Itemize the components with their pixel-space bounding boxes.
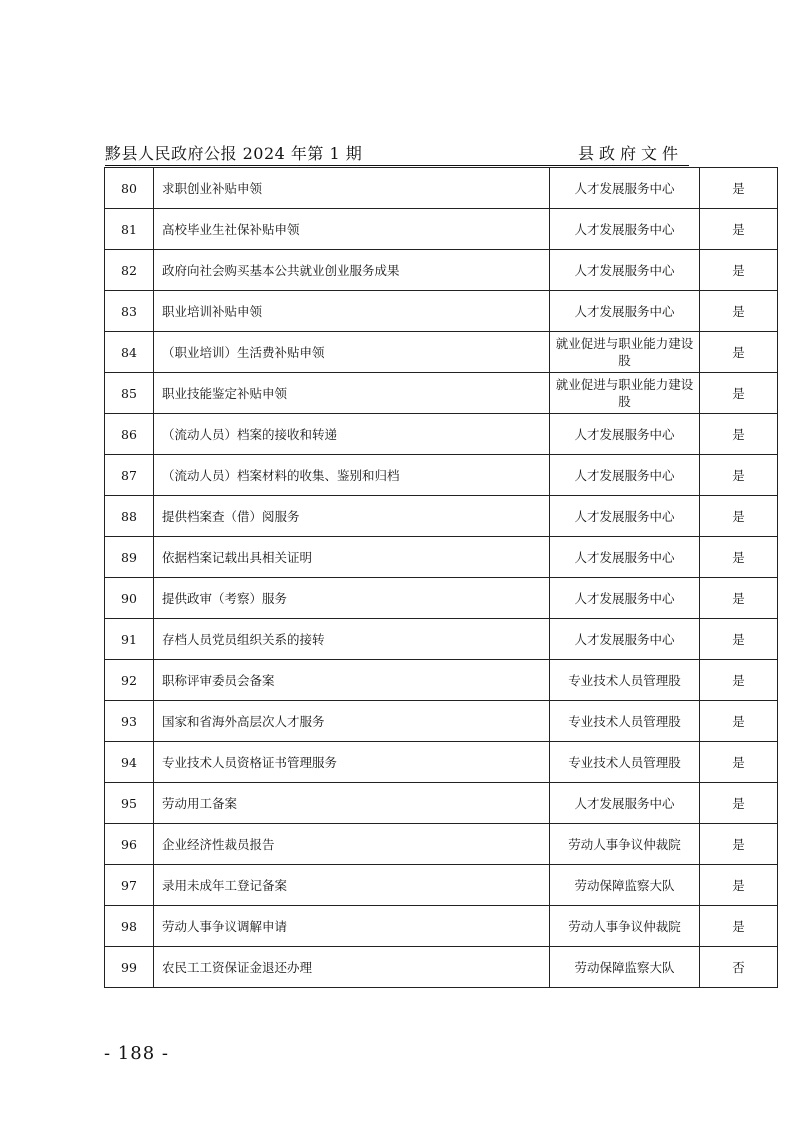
applicable-flag: 是 — [700, 906, 778, 947]
page-number: - 188 - — [104, 1043, 169, 1064]
department: 人才发展服务中心 — [550, 209, 700, 250]
department: 人才发展服务中心 — [550, 250, 700, 291]
row-number: 85 — [105, 373, 154, 414]
table-row — [105, 168, 778, 209]
table-row — [105, 865, 778, 906]
row-number: 91 — [105, 619, 154, 660]
department: 人才发展服务中心 — [550, 496, 700, 537]
item-name: （流动人员）档案的接收和转递 — [154, 414, 550, 455]
department: 专业技术人员管理股 — [550, 660, 700, 701]
applicable-flag: 是 — [700, 537, 778, 578]
table-row — [105, 742, 778, 783]
table-row — [105, 332, 778, 373]
item-name: 依据档案记载出具相关证明 — [154, 537, 550, 578]
department: 人才发展服务中心 — [550, 578, 700, 619]
row-number: 84 — [105, 332, 154, 373]
table-row — [105, 947, 778, 988]
department: 劳动保障监察大队 — [550, 865, 700, 906]
table-row — [105, 250, 778, 291]
row-number: 86 — [105, 414, 154, 455]
table-row — [105, 373, 778, 414]
applicable-flag: 是 — [700, 660, 778, 701]
row-number: 96 — [105, 824, 154, 865]
department: 就业促进与职业能力建设股 — [550, 373, 700, 414]
table-row — [105, 783, 778, 824]
department: 人才发展服务中心 — [550, 619, 700, 660]
item-name: 职称评审委员会备案 — [154, 660, 550, 701]
applicable-flag: 是 — [700, 865, 778, 906]
item-name: 高校毕业生社保补贴申领 — [154, 209, 550, 250]
item-name: （职业培训）生活费补贴申领 — [154, 332, 550, 373]
table-row — [105, 578, 778, 619]
row-number: 82 — [105, 250, 154, 291]
item-name: 存档人员党员组织关系的接转 — [154, 619, 550, 660]
item-name: 录用未成年工登记备案 — [154, 865, 550, 906]
item-name: 劳动人事争议调解申请 — [154, 906, 550, 947]
department: 人才发展服务中心 — [550, 168, 700, 209]
table-row — [105, 660, 778, 701]
row-number: 94 — [105, 742, 154, 783]
applicable-flag: 是 — [700, 701, 778, 742]
item-name: （流动人员）档案材料的收集、鉴别和归档 — [154, 455, 550, 496]
department: 劳动人事争议仲裁院 — [550, 906, 700, 947]
item-name: 专业技术人员资格证书管理服务 — [154, 742, 550, 783]
item-name: 农民工工资保证金退还办理 — [154, 947, 550, 988]
item-name: 国家和省海外高层次人才服务 — [154, 701, 550, 742]
item-name: 提供档案查（借）阅服务 — [154, 496, 550, 537]
table-row — [105, 209, 778, 250]
applicable-flag: 是 — [700, 455, 778, 496]
applicable-flag: 是 — [700, 578, 778, 619]
applicable-flag: 是 — [700, 168, 778, 209]
table-row — [105, 701, 778, 742]
service-items-table — [104, 167, 778, 988]
applicable-flag: 是 — [700, 619, 778, 660]
department: 人才发展服务中心 — [550, 537, 700, 578]
applicable-flag: 是 — [700, 414, 778, 455]
applicable-flag: 是 — [700, 250, 778, 291]
row-number: 97 — [105, 865, 154, 906]
applicable-flag: 是 — [700, 824, 778, 865]
table-row — [105, 537, 778, 578]
section-title: 县政府文件 — [578, 144, 684, 163]
department: 就业促进与职业能力建设股 — [550, 332, 700, 373]
table-body — [105, 168, 778, 988]
department: 人才发展服务中心 — [550, 455, 700, 496]
row-number: 81 — [105, 209, 154, 250]
row-number: 92 — [105, 660, 154, 701]
applicable-flag: 是 — [700, 332, 778, 373]
department: 专业技术人员管理股 — [550, 742, 700, 783]
applicable-flag: 是 — [700, 209, 778, 250]
department: 人才发展服务中心 — [550, 414, 700, 455]
row-number: 80 — [105, 168, 154, 209]
applicable-flag: 是 — [700, 742, 778, 783]
table-row — [105, 291, 778, 332]
table-row — [105, 414, 778, 455]
publication-title: 黟县人民政府公报 2024 年第 1 期 — [105, 144, 363, 163]
row-number: 98 — [105, 906, 154, 947]
table-row — [105, 824, 778, 865]
item-name: 政府向社会购买基本公共就业创业服务成果 — [154, 250, 550, 291]
item-name: 职业技能鉴定补贴申领 — [154, 373, 550, 414]
table-row — [105, 455, 778, 496]
table-row — [105, 496, 778, 537]
row-number: 89 — [105, 537, 154, 578]
applicable-flag: 是 — [700, 373, 778, 414]
item-name: 劳动用工备案 — [154, 783, 550, 824]
applicable-flag: 是 — [700, 783, 778, 824]
department: 人才发展服务中心 — [550, 783, 700, 824]
department: 人才发展服务中心 — [550, 291, 700, 332]
applicable-flag: 否 — [700, 947, 778, 988]
item-name: 提供政审（考察）服务 — [154, 578, 550, 619]
item-name: 企业经济性裁员报告 — [154, 824, 550, 865]
department: 专业技术人员管理股 — [550, 701, 700, 742]
item-name: 求职创业补贴申领 — [154, 168, 550, 209]
row-number: 87 — [105, 455, 154, 496]
row-number: 93 — [105, 701, 154, 742]
applicable-flag: 是 — [700, 291, 778, 332]
row-number: 83 — [105, 291, 154, 332]
applicable-flag: 是 — [700, 496, 778, 537]
row-number: 90 — [105, 578, 154, 619]
table-row — [105, 619, 778, 660]
department: 劳动人事争议仲裁院 — [550, 824, 700, 865]
row-number: 88 — [105, 496, 154, 537]
row-number: 99 — [105, 947, 154, 988]
item-name: 职业培训补贴申领 — [154, 291, 550, 332]
department: 劳动保障监察大队 — [550, 947, 700, 988]
header-divider — [105, 165, 689, 166]
table-row — [105, 906, 778, 947]
row-number: 95 — [105, 783, 154, 824]
